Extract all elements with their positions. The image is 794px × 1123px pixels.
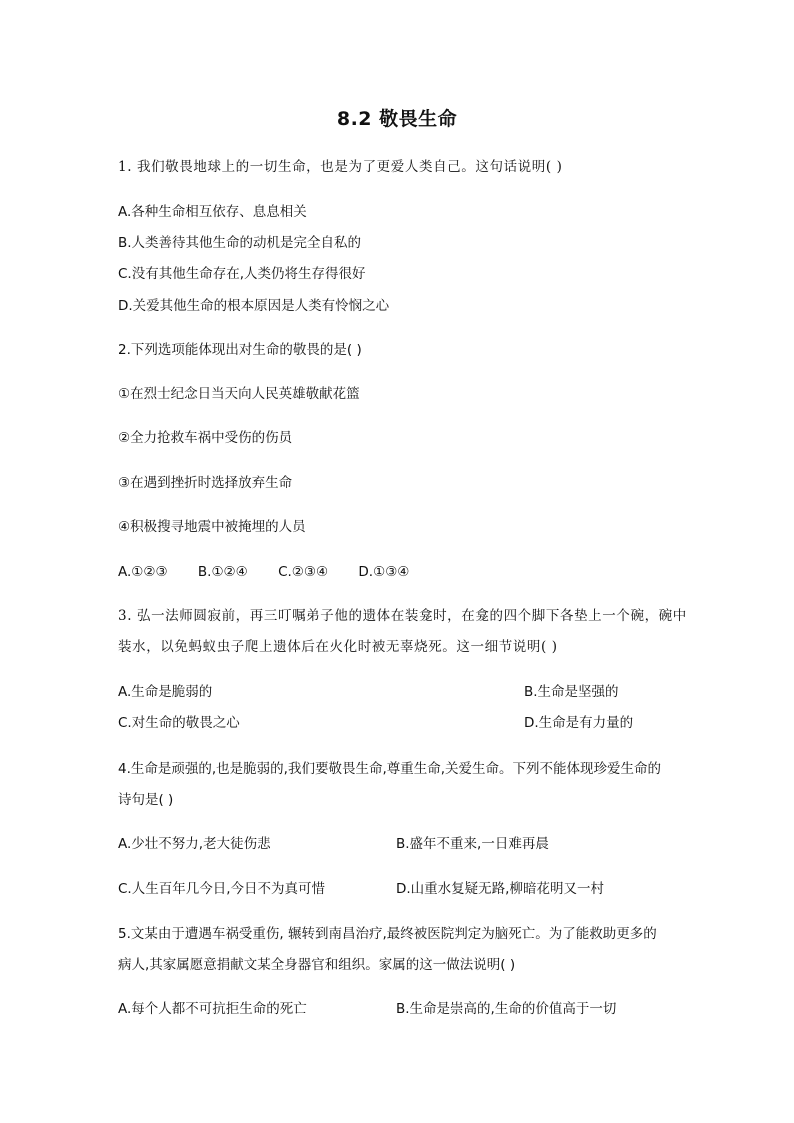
- question-5-option-b: B.生命是崇高的,生命的价值高于一切: [396, 1001, 617, 1017]
- question-3-stem-line-1: 3. 弘一法师圆寂前，再三叮嘱弟子他的遗体在装龛时，在龛的四个脚下各垫上一个碗，碗中: [118, 608, 687, 624]
- question-2-item-1: ①在烈士纪念日当天向人民英雄敬献花篮: [118, 386, 360, 402]
- question-1-option-c: C.没有其他生命存在,人类仍将生存得很好: [118, 266, 366, 282]
- question-3-option-d: D.生命是有力量的: [524, 715, 634, 731]
- question-2-option-d: D.①③④: [358, 564, 410, 580]
- question-4-stem-line-2: 诗句是( ): [118, 792, 174, 808]
- question-5-stem-line-1: 5.文某由于遭遇车祸受重伤, 辗转到南昌治疗,最终被医院判定为脑死亡。为了能救助更多的: [118, 926, 657, 942]
- question-3-stem-line-2: 装水，以免蚂蚁虫子爬上遗体后在火化时被无辜烧死。这一细节说明( ): [118, 639, 558, 655]
- question-2-option-a: A.①②③: [118, 564, 168, 580]
- question-2-stem: 2.下列选项能体现出对生命的敬畏的是( ): [118, 342, 362, 358]
- question-1-option-b: B.人类善待其他生命的动机是完全自私的: [118, 235, 362, 251]
- question-1-stem: 1. 我们敬畏地球上的一切生命，也是为了更爱人类自己。这句话说明( ): [118, 159, 563, 175]
- question-1-option-d: D.关爱其他生命的根本原因是人类有怜悯之心: [118, 298, 390, 314]
- page-title: 8.2 敬畏生命: [336, 108, 458, 130]
- question-4-option-a: A.少壮不努力,老大徒伤悲: [118, 836, 271, 852]
- question-4-option-b: B.盛年不重来,一日难再晨: [396, 836, 549, 852]
- question-2-item-3: ③在遇到挫折时选择放弃生命: [118, 475, 293, 491]
- question-2-options: [118, 562, 435, 582]
- question-3-option-c: C.对生命的敬畏之心: [118, 715, 240, 731]
- question-1-option-a: A.各种生命相互依存、息息相关: [118, 204, 307, 220]
- question-5-stem-line-2: 病人,其家属愿意捐献文某全身器官和组织。家属的这一做法说明( ): [118, 957, 516, 973]
- question-2-item-4: ④积极搜寻地震中被掩埋的人员: [118, 519, 306, 535]
- question-4-option-d: D.山重水复疑无路,柳暗花明又一村: [396, 881, 604, 897]
- question-5-option-a: A.每个人都不可抗拒生命的死亡: [118, 1001, 307, 1017]
- question-2-option-b: B.①②④: [197, 564, 248, 580]
- question-4-stem-line-1: 4.生命是顽强的,也是脆弱的,我们要敬畏生命,尊重生命,关爱生命。下列不能体现珍爱生命的: [118, 761, 662, 777]
- question-4-option-c: C.人生百年几今日,今日不为真可惜: [118, 881, 326, 897]
- question-2-option-c: C.②③④: [278, 564, 329, 580]
- question-3-option-b: B.生命是坚强的: [524, 684, 619, 700]
- question-2-item-2: ②全力抢救车祸中受伤的伤员: [118, 430, 293, 446]
- question-3-option-a: A.生命是脆弱的: [118, 684, 213, 700]
